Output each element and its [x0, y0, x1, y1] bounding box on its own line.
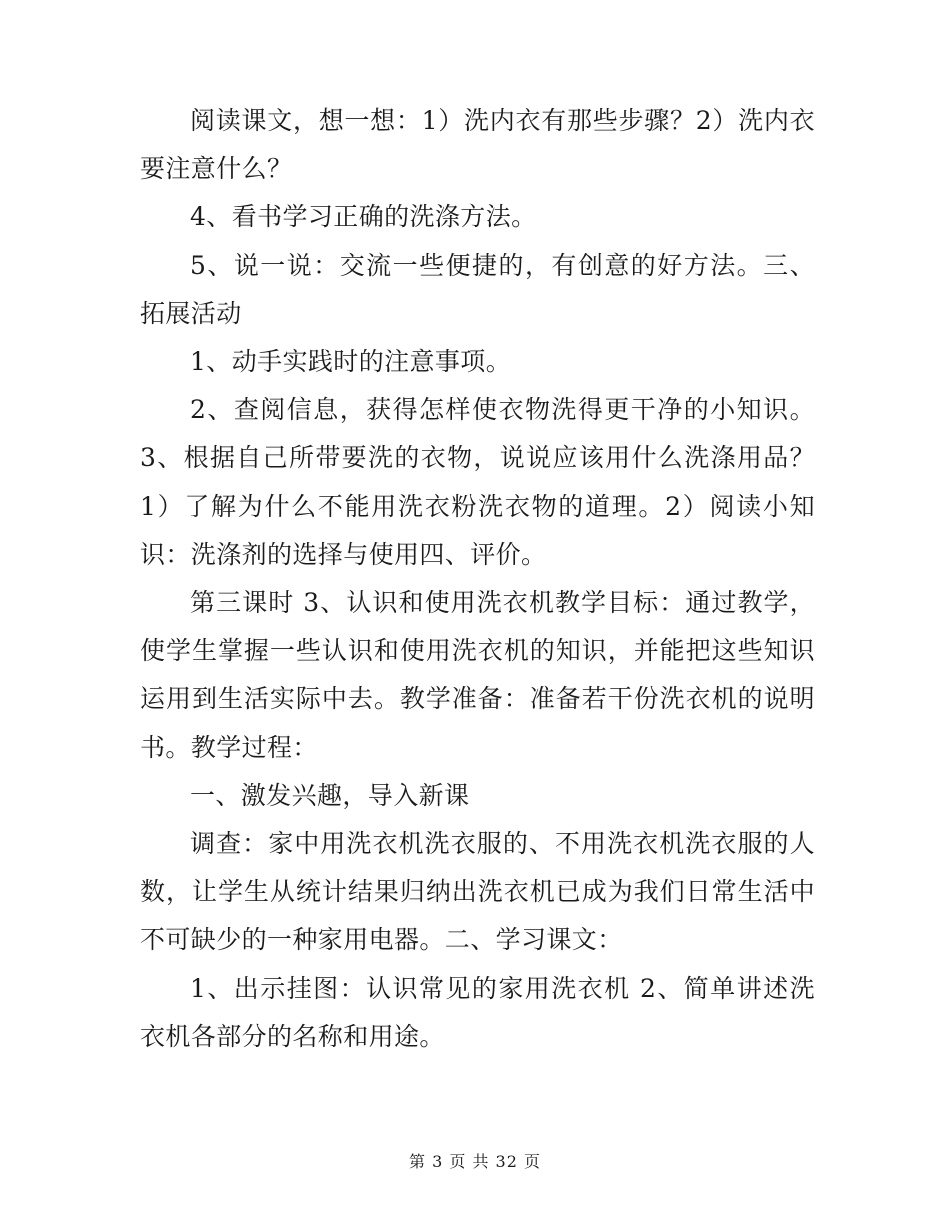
paragraph-reading-questions: 阅读课文，想一想：1）洗内衣有那些步骤？2）洗内衣要注意什么？: [140, 106, 815, 184]
paragraph-lesson-three: 第三课时 3、认识和使用洗衣机教学目标：通过教学，使学生掌握一些认识和使用洗衣机的知识，并能把这些知识运用到生活实际中去。教学准备：准备若干份洗衣机的说明书。教学过程：: [140, 588, 815, 762]
paragraph-wall-chart: 1、出示挂图：认识常见的家用洗衣机 2、简单讲述洗衣机各部分的名称和用途。: [140, 973, 815, 1051]
paragraph-introduction: 一、激发兴趣，导入新课: [190, 780, 470, 810]
paragraph-washing-method: 4、看书学习正确的洗涤方法。: [190, 202, 537, 232]
paragraph-survey: 调查：家中用洗衣机洗衣服的、不用洗衣机洗衣服的人数，让学生从统计结果归纳出洗衣机已成为我们日常生活中不可缺少的一种家用电器。二、学习课文：: [140, 829, 815, 955]
paragraph-discussion: 5、说一说：交流一些便捷的，有创意的好方法。三、拓展活动: [140, 250, 815, 328]
paragraph-practice-notes: 1、动手实践时的注意事项。: [190, 347, 512, 377]
paragraph-cleaning-knowledge: 2、查阅信息，获得怎样使衣物洗得更干净的小知识。3、根据自己所带要洗的衣物，说说应该用什么洗涤用品？1）了解为什么不能用洗衣粉洗衣物的道理。2）阅读小知识：洗涤剂的选择与使用四、评价。: [140, 395, 815, 569]
document-body: [140, 97, 815, 1061]
page-footer: 第 3 页 共 32 页: [409, 1152, 541, 1171]
